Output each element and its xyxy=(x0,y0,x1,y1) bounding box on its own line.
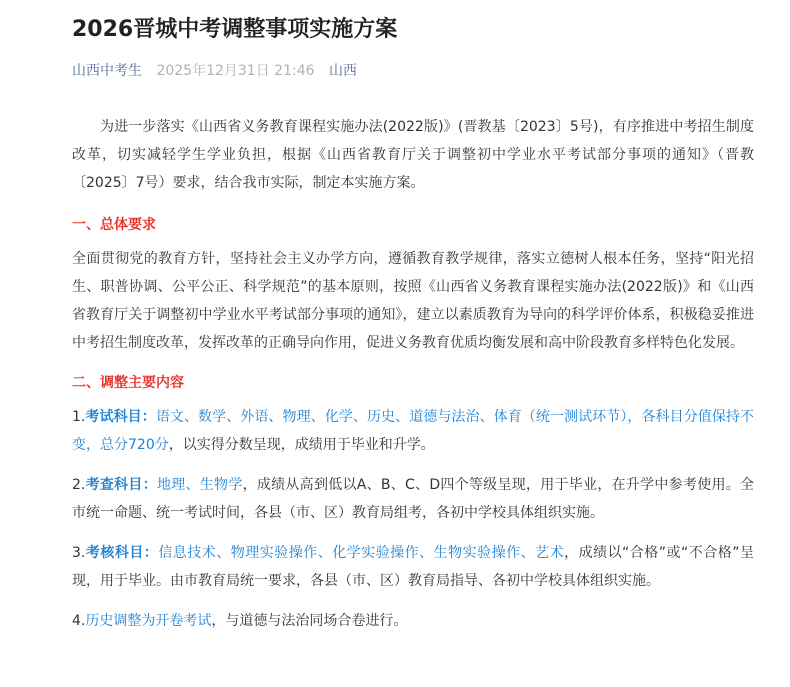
item-text: ，成绩从高到低以A、B、C、D四个等级呈现，用于毕业，在升学中参考使用。全市统一命题、统一考试时间，各县（市、区）教育局组考，各初中学校具体组织实施。 xyxy=(72,477,755,521)
account-name-link[interactable]: 山西中考生 xyxy=(72,63,142,79)
item-number: 1. xyxy=(72,409,86,425)
item-label: 考试科目： xyxy=(85,409,156,425)
item-number: 3. xyxy=(72,545,86,561)
list-item xyxy=(72,471,754,527)
item-highlight: 历史调整为开卷考试 xyxy=(85,613,212,629)
item-highlight: 地理、生物学 xyxy=(156,477,243,493)
item-text: ，以实得分数呈现，成绩用于毕业和升学。 xyxy=(168,437,435,453)
publish-region: 山西 xyxy=(328,63,357,79)
article-title: 2026晋城中考调整事项实施方案 xyxy=(72,17,398,42)
article-body xyxy=(72,113,754,647)
list-item xyxy=(72,403,754,459)
item-highlight: 信息技术、物理实验操作、化学实验操作、生物实验操作、艺术 xyxy=(158,545,565,561)
item-number: 2. xyxy=(72,477,86,493)
item-text: ，与道德与法治同场合卷进行。 xyxy=(211,613,408,629)
item-label: 考查科目： xyxy=(85,477,157,493)
publish-date: 2025年12月31日 21:46 xyxy=(156,63,315,79)
general-requirements-paragraph: 全面贯彻党的教育方针，坚持社会主义办学方向，遵循教育教学规律，落实立德树人根本任务，坚持“阳光招生、职普协调、公平公正、科学规范”的基本原则，按照《山西省义务教育课程实施办法(2022版)》和《山西省教育厅关于调整初中学业水平考试部分事项的通知》，建立以素质教育为导向的科学评价体系，积极稳妥推进中考招生制度改革，发挥改革的正确导向作用，促进义务教育优质均衡发展和高中阶段教育多样特色化发展。 xyxy=(72,251,754,351)
list-item xyxy=(72,607,754,635)
section-heading-general: 一、总体要求 xyxy=(72,217,156,233)
item-text: ，成绩以“合格”或“不合格”呈现，用于毕业。由市教育局统一要求，各县（市、区）教育局指导、各初中学校具体组织实施。 xyxy=(72,545,754,589)
article-meta xyxy=(72,61,357,81)
list-item xyxy=(72,539,754,595)
section-heading-adjustments: 二、调整主要内容 xyxy=(72,375,184,391)
intro-paragraph: 为进一步落实《山西省义务教育课程实施办法(2022版)》(晋教基〔2023〕5号)，有序推进中考招生制度改革，切实减轻学生学业负担，根据《山西省教育厅关于调整初中学业水平考试部分事项的通知》（晋教〔2025〕7号）要求，结合我市实际，制定本实施方案。 xyxy=(72,119,754,191)
item-number: 4. xyxy=(72,613,86,629)
item-highlight: 语文、数学、外语、物理、化学、历史、道德与法治、体育（统一测试环节），各科目分值保持不变，总分720分 xyxy=(72,409,755,453)
item-label: 考核科目： xyxy=(85,545,159,561)
